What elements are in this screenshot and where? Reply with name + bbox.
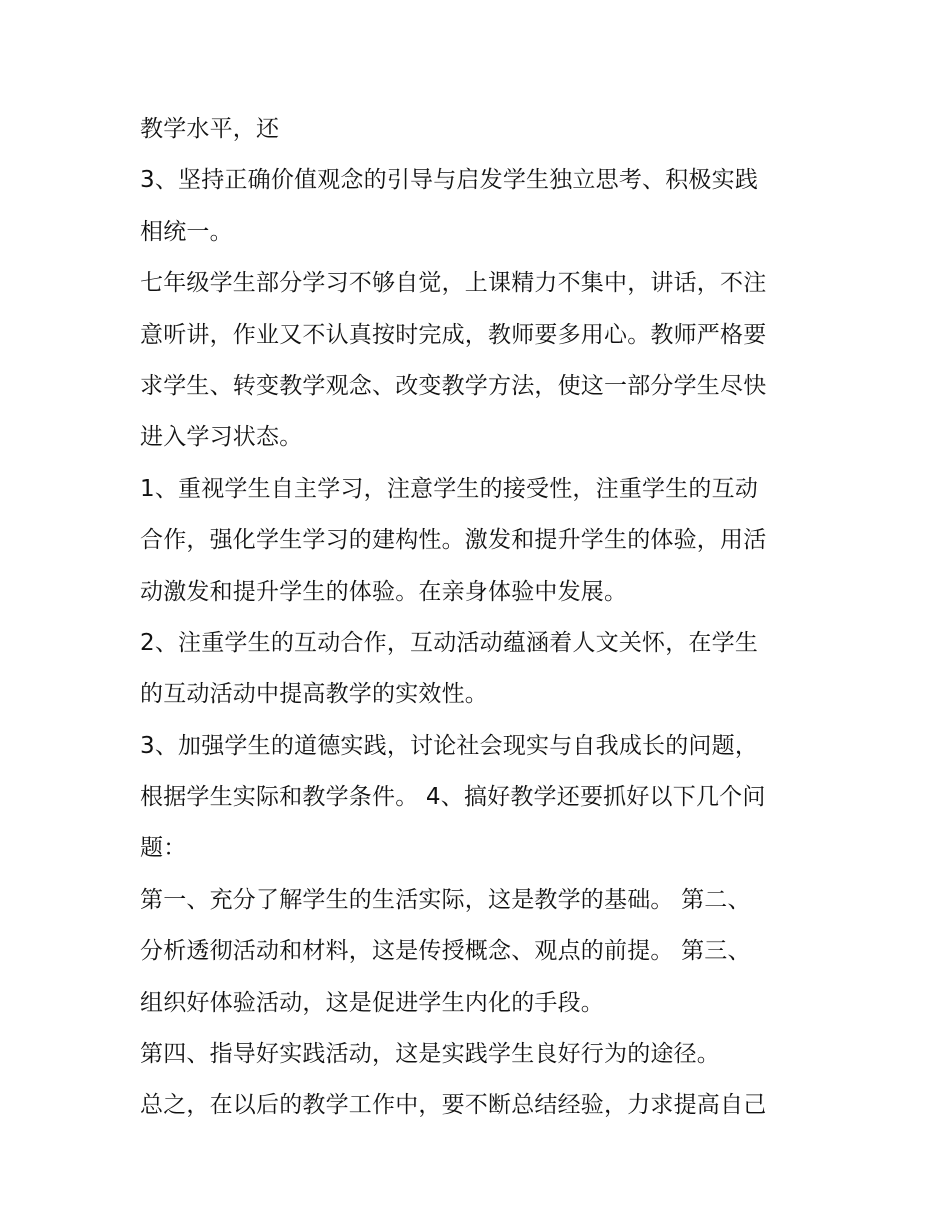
text-line: 动激发和提升学生的体验。在亲身体验中发展。 <box>140 578 628 605</box>
text-line: 组织好体验活动，这是促进学生内化的手段。 <box>140 989 604 1016</box>
text-line: 第一、充分了解学生的生活实际，这是教学的基础。 第二、 <box>140 886 751 913</box>
text-line: 的互动活动中提高教学的实效性。 <box>140 681 488 708</box>
text-line: 合作，强化学生学习的建构性。激发和提升学生的体验，用活 <box>140 527 767 554</box>
text-line: 根据学生实际和教学条件。 4、搞好教学还要抓好以下几个问 <box>140 784 766 811</box>
text-line: 第四、指导好实践活动，这是实践学生良好行为的途径。 <box>140 1041 720 1068</box>
text-line: 1、重视学生自主学习，注意学生的接受性，注重学生的互动 <box>140 475 759 502</box>
text-line: 求学生、转变教学观念、改变教学方法，使这一部分学生尽快 <box>140 372 767 399</box>
document-body <box>140 104 820 1132</box>
text-line: 3、加强学生的道德实践，讨论社会现实与自我成长的问题， <box>140 732 759 759</box>
text-line: 进入学习状态。 <box>140 424 303 451</box>
text-line: 3、坚持正确价值观念的引导与启发学生独立思考、积极实践 <box>140 167 759 194</box>
text-line: 总之，在以后的教学工作中，要不断总结经验，力求提高自己 <box>140 1092 767 1119</box>
text-line: 意听讲，作业又不认真按时完成，教师要多用心。教师严格要 <box>140 321 767 348</box>
text-line: 题： <box>140 835 187 862</box>
text-line: 七年级学生部分学习不够自觉，上课精力不集中，讲话，不注 <box>140 270 767 297</box>
text-line: 相统一。 <box>140 218 233 245</box>
text-line: 分析透彻活动和材料，这是传授概念、观点的前提。 第三、 <box>140 938 751 965</box>
text-line: 教学水平，还 <box>140 116 280 142</box>
text-line: 2、注重学生的互动合作，互动活动蕴涵着人文关怀，在学生 <box>140 629 759 656</box>
